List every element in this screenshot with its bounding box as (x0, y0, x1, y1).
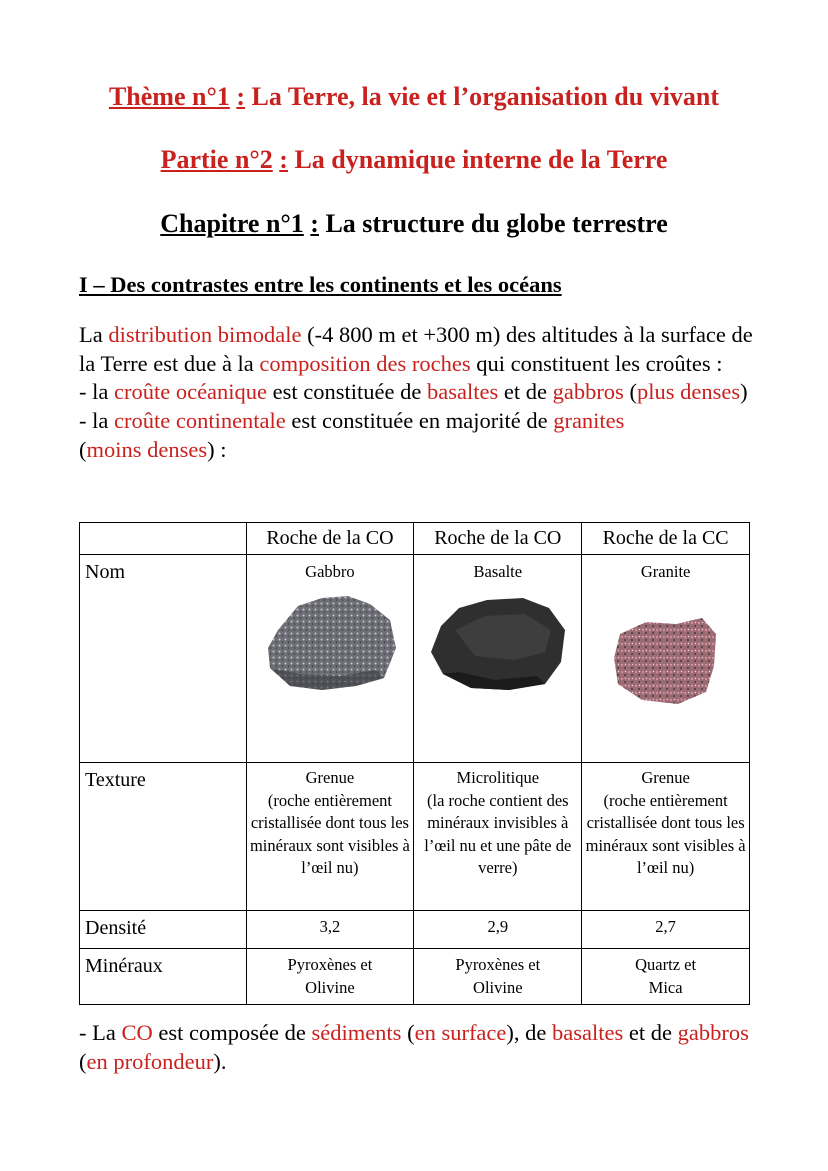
keyword-co: CO (121, 1020, 153, 1045)
keyword-distribution: distribution bimodale (108, 322, 302, 347)
row-label: Minéraux (80, 949, 247, 1005)
text-span: est constituée en majorité de (285, 408, 554, 434)
keyword-oceanic-crust: croûte océanique (113, 379, 268, 405)
table-corner-cell (80, 523, 247, 555)
column-header: Roche de la CO (414, 523, 582, 555)
minerals-cell: Pyroxènes et Olivine (246, 949, 414, 1005)
text-span: La (79, 322, 109, 347)
gabbro-cell (246, 555, 414, 763)
table-row (80, 555, 750, 763)
texture-cell: Grenue (roche entièrement cristallisée dont tous les minéraux sont visibles à l’œil nu) (582, 763, 750, 911)
text-span: ) (740, 379, 748, 405)
density-cell: 2,9 (414, 911, 582, 949)
density-cell: 3,2 (246, 911, 414, 949)
table-row (80, 911, 750, 949)
rock-name: Granite (640, 562, 691, 581)
part-label: Partie n°2 (160, 145, 273, 174)
oceanic-crust-paragraph (79, 1019, 759, 1076)
text-span: - la (79, 408, 114, 434)
part-title: La dynamique interne de la Terre (287, 145, 668, 174)
granite-cell (582, 555, 750, 763)
rock-comparison-table (79, 522, 750, 1005)
keyword-basalts: basaltes (552, 1020, 624, 1045)
rock-name: Basalte (473, 562, 523, 581)
keyword-gabbros: gabbros (552, 379, 624, 405)
text-span: et de (623, 1020, 678, 1045)
text-span: ( (401, 1020, 415, 1045)
column-header: Roche de la CC (582, 523, 750, 555)
theme-title: La Terre, la vie et l’organisation du vivant (245, 82, 720, 111)
table-header-row (80, 523, 750, 555)
chapter-label: Chapitre n°1 (160, 209, 304, 238)
keyword-granites: granites (553, 408, 625, 434)
keyword-less-dense: moins denses (86, 436, 208, 462)
keyword-gabbros: gabbros (677, 1020, 749, 1045)
theme-sep: : (236, 82, 246, 111)
theme-heading (0, 82, 828, 112)
intro-paragraph (79, 321, 759, 465)
row-label: Texture (80, 763, 247, 911)
text-span: ( (79, 436, 87, 462)
table-row (80, 763, 750, 911)
text-span: (-4 800 m et +300 m) des altitudes à la surface de la Terre est due à la (79, 322, 753, 376)
density-cell: 2,7 (582, 911, 750, 949)
part-sep: : (279, 145, 288, 174)
column-header: Roche de la CO (246, 523, 414, 555)
keyword-depth: en profondeur (86, 1048, 214, 1074)
section-title: I – Des contrastes entre les continents et les océans (79, 272, 562, 297)
text-span: - la (79, 379, 114, 405)
keyword-surface: en surface (414, 1020, 507, 1045)
row-label: Densité (80, 911, 247, 949)
chapter-sep: : (310, 209, 319, 238)
text-span: ). (213, 1048, 227, 1074)
chapter-title: La structure du globe terrestre (318, 209, 668, 238)
rock-name: Gabbro (305, 562, 355, 581)
keyword-composition: composition des roches (259, 350, 471, 376)
minerals-cell: Pyroxènes et Olivine (414, 949, 582, 1005)
basalt-cell (414, 555, 582, 763)
minerals-cell: Quartz et Mica (582, 949, 750, 1005)
text-span: qui constituent les croûtes : (470, 350, 723, 376)
chapter-heading (0, 209, 828, 239)
text-span: et de (498, 379, 553, 405)
theme-label: Thème n°1 (108, 82, 230, 111)
text-span: ), de (506, 1020, 553, 1045)
basalt-rock-image (425, 590, 571, 695)
text-span: est composée de (152, 1020, 312, 1045)
part-heading (0, 145, 828, 175)
keyword-continental-crust: croûte continentale (113, 408, 286, 434)
gabbro-rock-image (260, 590, 400, 695)
keyword-sediments: sédiments (311, 1020, 402, 1045)
table-row (80, 949, 750, 1005)
texture-cell: Grenue (roche entièrement cristallisée dont tous les minéraux sont visibles à l’œil nu) (246, 763, 414, 911)
granite-rock-image (606, 614, 726, 719)
text-span: est constituée de (267, 379, 427, 405)
row-label: Nom (80, 555, 247, 763)
texture-cell: Microlitique (la roche contient des minéraux invisibles à l’œil nu et une pâte de verre) (414, 763, 582, 911)
text-span: ( (79, 1048, 87, 1074)
keyword-denser: plus denses (636, 379, 741, 405)
text-span: ) : (207, 436, 227, 462)
text-span: ( (623, 379, 637, 405)
text-span: - La (79, 1020, 122, 1045)
keyword-basalts: basaltes (426, 379, 499, 405)
